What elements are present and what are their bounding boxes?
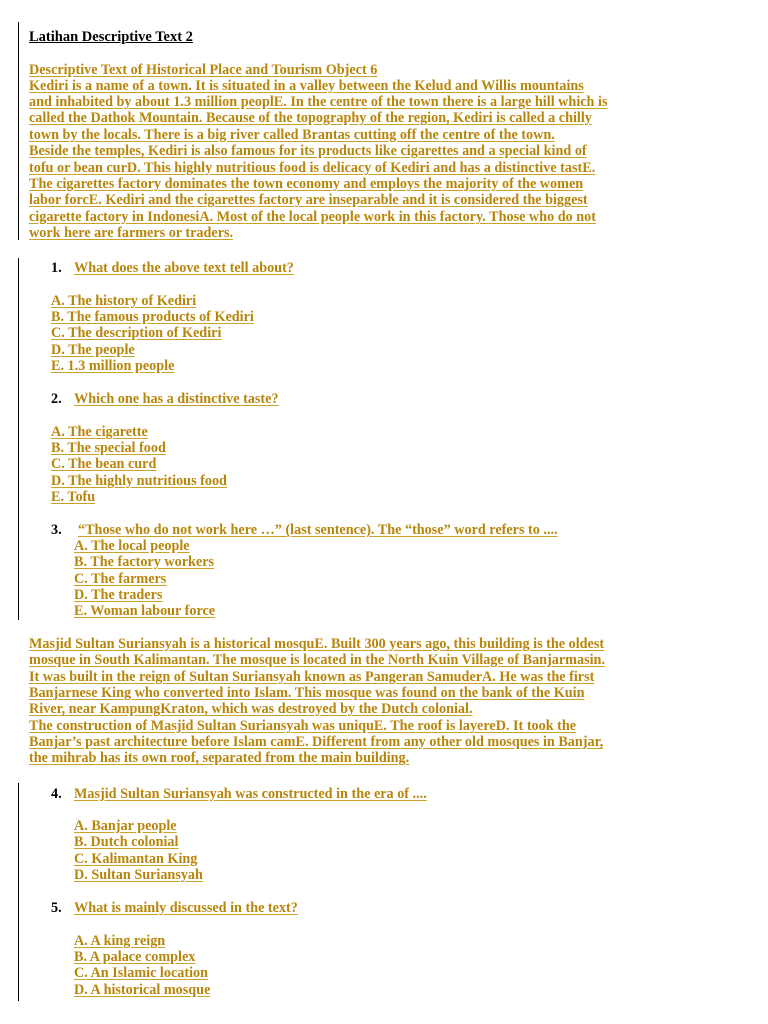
passage-line: Banjar’s past architecture before Islam camE. Different from any other old mosques in Banjar, [29, 734, 604, 750]
passage-line: The cigarettes factory dominates the town economy and employs the majority of the women [29, 176, 584, 192]
question-number: 3. [51, 522, 62, 538]
passage-line: Descriptive Text of Historical Place and Tourism Object 6 [29, 62, 378, 78]
passage-line: River, near KampungKraton, which was destroyed by the Dutch colonial. [29, 701, 473, 717]
question-text: “Those who do not work here …” (last sentence). The “those” word refers to .... [78, 522, 558, 538]
answer-option: B. The famous products of Kediri [51, 309, 254, 325]
question-text: Which one has a distinctive taste? [74, 391, 279, 407]
answer-option: A. The cigarette [51, 424, 148, 440]
answer-option: B. The special food [51, 440, 166, 456]
passage-line: Banjarnese King who converted into Islam. This mosque was found on the bank of the Kuin [29, 685, 585, 701]
answer-option: C. The description of Kediri [51, 325, 222, 341]
answer-option: B. Dutch colonial [74, 834, 179, 850]
margin-rule-top [18, 22, 19, 240]
question-text: What is mainly discussed in the text? [74, 900, 298, 916]
passage-line: town by the locals. There is a big river called Brantas cutting off the centre of the town. [29, 127, 555, 143]
answer-option: A. A king reign [74, 933, 166, 949]
answer-option: C. The farmers [74, 571, 167, 587]
answer-option: D. The highly nutritious food [51, 473, 227, 489]
passage-line: It was built in the reign of Sultan Suriansyah known as Pangeran SamuderA. He was the first [29, 669, 595, 685]
passage-line: The construction of Masjid Sultan Suriansyah was uniquE. The roof is layereD. It took the [29, 718, 577, 734]
question-text: What does the above text tell about? [74, 260, 294, 276]
passage-line: labor forcE. Kediri and the cigarettes factory are inseparable and it is considered the biggest [29, 192, 588, 208]
passage-line: Kediri is a name of a town. It is situated in a valley between the Kelud and Willis mountains [29, 78, 584, 94]
question-number: 4. [51, 786, 62, 802]
passage-line: tofu or bean curD. This highly nutritious food is delicacy of Kediri and has a distinctive tastE. [29, 160, 596, 176]
answer-option: E. Tofu [51, 489, 96, 505]
passage-line: work here are farmers or traders. [29, 225, 234, 241]
passage-line: Beside the temples, Kediri is also famous for its products like cigarettes and a special kind of [29, 143, 587, 159]
answer-option: C. An Islamic location [74, 965, 208, 981]
answer-option: D. The people [51, 342, 135, 358]
passage-line: the mihrab has its own roof, separated from the main building. [29, 750, 410, 766]
question-number: 2. [51, 391, 62, 407]
answer-option: A. The history of Kediri [51, 293, 197, 309]
passage-line: called the Dathok Mountain. Because of the topography of the region, Kediri is called a chilly [29, 110, 592, 126]
question-number: 5. [51, 900, 62, 916]
page-title: Latihan Descriptive Text 2 [29, 29, 193, 45]
passage-line: mosque in South Kalimantan. The mosque is located in the North Kuin Village of Banjarmasin. [29, 652, 605, 668]
answer-option: D. A historical mosque [74, 982, 211, 998]
question-number: 1. [51, 260, 62, 276]
answer-option: E. 1.3 million people [51, 358, 175, 374]
question-text: Masjid Sultan Suriansyah was constructed in the era of .... [74, 786, 427, 802]
margin-rule-middle [18, 258, 19, 620]
passage-line: cigarette factory in IndonesiA. Most of the local people work in this factory. Those who do not [29, 209, 596, 225]
answer-option: E. Woman labour force [74, 603, 216, 619]
margin-rule-bottom [18, 783, 19, 1001]
answer-option: B. The factory workers [74, 554, 215, 570]
answer-option: A. Banjar people [74, 818, 177, 834]
answer-option: C. Kalimantan King [74, 851, 198, 867]
answer-option: A. The local people [74, 538, 190, 554]
answer-option: C. The bean curd [51, 456, 157, 472]
answer-option: B. A palace complex [74, 949, 196, 965]
answer-option: D. The traders [74, 587, 163, 603]
answer-option: D. Sultan Suriansyah [74, 867, 203, 883]
passage-line: and inhabited by about 1.3 million peoplE. In the centre of the town there is a large hill which is [29, 94, 608, 110]
passage-line: Masjid Sultan Suriansyah is a historical mosquE. Built 300 years ago, this building is the oldest [29, 636, 605, 652]
